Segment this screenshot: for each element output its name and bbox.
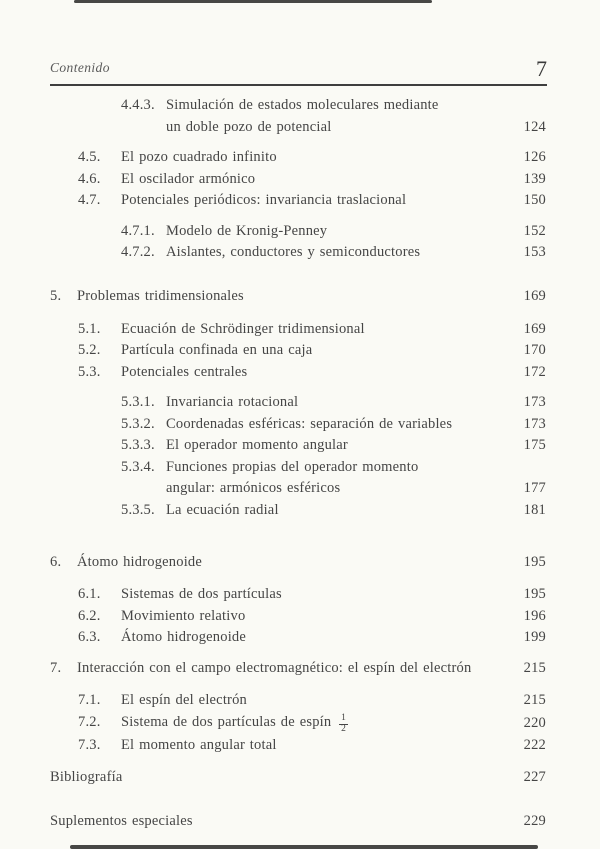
- toc-entry-page: 124: [523, 118, 546, 135]
- toc-entry-title: [77, 658, 524, 680]
- toc-entry: [0, 500, 600, 522]
- toc-entry-number: 4.4.3.: [121, 97, 155, 113]
- toc-entry-page: 229: [523, 813, 546, 830]
- toc-entry-page: 195: [523, 553, 546, 570]
- toc-entry-title-line: Aislantes, conductores y semiconductores: [166, 244, 421, 260]
- toc-entry-page: 173: [523, 415, 546, 432]
- toc-entry: [0, 457, 600, 500]
- toc-entry-number: 4.7.1.: [121, 222, 155, 239]
- toc-entry-number: 4.6.: [78, 170, 101, 187]
- toc-entry-number: 5.3.1.: [121, 394, 155, 410]
- toc-entry-title: [166, 242, 524, 264]
- toc-entry-title: [121, 584, 524, 606]
- toc-entry-page: 215: [523, 692, 546, 708]
- toc-entry-number: 5.2.: [78, 342, 101, 358]
- toc-entry: [0, 95, 600, 138]
- toc-entry-title-line: Suplementos especiales: [50, 813, 193, 830]
- toc-entry-title: [121, 147, 524, 169]
- toc-entry-title: [166, 221, 524, 243]
- toc-entry-title: [121, 627, 524, 649]
- toc-entry-title-line: Ecuación de Schrödinger tridimensional: [121, 320, 365, 337]
- toc-entry-page: 220: [523, 715, 546, 732]
- toc-entry-title-line: un doble pozo de potencial: [166, 118, 332, 135]
- toc-entry-title-line: Átomo hidrogenoide: [77, 553, 203, 570]
- toc-entry-title: [121, 362, 524, 384]
- toc-entry-title: [166, 392, 524, 414]
- toc-entry-title: [50, 767, 524, 789]
- toc-entry-number: 4.7.: [78, 192, 101, 208]
- toc-entry-title: [166, 500, 524, 522]
- toc-entry-number: 5.3.5.: [121, 501, 155, 518]
- toc-entry-title: [50, 811, 524, 833]
- toc-entry-title-line: Movimiento relativo: [121, 607, 246, 624]
- toc-entry-page: 222: [523, 736, 546, 753]
- toc-entry-title-line: angular: armónicos esféricos: [166, 480, 341, 496]
- toc-entry: [0, 169, 600, 191]
- toc-entry-title-line: Coordenadas esféricas: separación de variables: [166, 415, 453, 432]
- toc-entry: [0, 627, 600, 649]
- toc-entry-title: [121, 606, 524, 628]
- toc-entry-number: 5.3.2.: [121, 415, 155, 432]
- toc-entry-number: 5.3.4.: [121, 458, 155, 475]
- toc-entry-title-line: El momento angular total: [121, 736, 277, 753]
- toc-entry: [0, 190, 600, 212]
- toc-entry: [0, 735, 600, 757]
- toc-entry-page: 169: [523, 320, 546, 337]
- toc-entry: [0, 147, 600, 169]
- toc-entry-page: 227: [523, 769, 546, 786]
- toc-entry: [0, 606, 600, 628]
- toc-list: [0, 95, 600, 833]
- toc-entry-title-line: Funciones propias del operador momento: [166, 458, 419, 475]
- toc-entry: [0, 221, 600, 243]
- toc-entry-title: [77, 552, 524, 574]
- toc-entry-title: [121, 690, 524, 712]
- toc-entry-page: 181: [523, 501, 546, 518]
- toc-entry-number: 5.3.: [78, 363, 101, 380]
- toc-entry-title-line: Partícula confinada en una caja: [121, 342, 313, 358]
- toc-entry-title-line: Átomo hidrogenoide: [121, 629, 247, 645]
- toc-entry-title-line: Potenciales centrales: [121, 363, 248, 380]
- toc-entry-page: 126: [523, 149, 546, 165]
- fraction-one-half: $\frac{1}{2}$: [341, 712, 346, 734]
- toc-entry-page: 150: [523, 192, 546, 208]
- toc-entry: [0, 414, 600, 436]
- toc-entry-title: [121, 169, 524, 191]
- toc-entry-page: 170: [523, 342, 546, 358]
- toc-entry: [0, 584, 600, 606]
- toc-entry: [0, 340, 600, 362]
- page-number: 7: [536, 56, 547, 81]
- page-header: [50, 56, 547, 86]
- toc-entry: [0, 319, 600, 341]
- toc-entry: [0, 552, 600, 574]
- toc-entry-title-line: Simulación de estados moleculares mediante: [166, 97, 439, 113]
- toc-entry-title: [166, 414, 524, 436]
- toc-entry-title-line: Potenciales periódicos: invariancia traslacional: [121, 192, 407, 208]
- scan-artifact-top: [74, 0, 432, 3]
- scan-artifact-bottom: [70, 845, 538, 849]
- toc-entry-page: 173: [523, 394, 546, 410]
- toc-entry: [0, 435, 600, 457]
- toc-entry-title: [121, 190, 524, 212]
- toc-entry-page: 139: [523, 170, 546, 187]
- toc-entry-title: [77, 286, 524, 308]
- toc-entry: [0, 362, 600, 384]
- toc-entry-number: 6.2.: [78, 607, 101, 624]
- toc-entry-title-line: Invariancia rotacional: [166, 394, 299, 410]
- toc-entry-number: 7.3.: [78, 736, 101, 753]
- toc-entry-page: 175: [523, 437, 546, 453]
- toc-entry-number: 5.1.: [78, 320, 101, 337]
- toc-entry-page: 169: [523, 288, 546, 304]
- toc-entry-number: 5.3.3.: [121, 437, 155, 453]
- toc-entry: [0, 712, 600, 735]
- toc-entry: [0, 690, 600, 712]
- toc-entry-page: 195: [523, 586, 546, 602]
- toc-entry-page: 199: [523, 629, 546, 645]
- toc-entry-number: 5.: [50, 288, 62, 304]
- toc-entry-title-line: El operador momento angular: [166, 437, 348, 453]
- toc-entry-title-line: El oscilador armónico: [121, 170, 256, 187]
- toc-entry-title: [166, 435, 524, 457]
- toc-entry-page: 177: [523, 480, 546, 496]
- toc-entry-title: [121, 712, 524, 735]
- toc-entry-page: 172: [523, 363, 546, 380]
- toc-entry-number: 6.3.: [78, 629, 101, 645]
- toc-entry-number: 4.7.2.: [121, 244, 155, 260]
- toc-entry-number: 6.: [50, 553, 62, 570]
- toc-entry-title: [166, 95, 524, 138]
- toc-entry-number: 7.2.: [78, 713, 101, 730]
- toc-entry: [0, 658, 600, 680]
- running-title: Contenido: [50, 60, 110, 75]
- toc-entry: [0, 811, 600, 833]
- toc-entry-title-line: El espín del electrón: [121, 692, 247, 708]
- toc-entry: [0, 242, 600, 264]
- toc-entry-title-line: Problemas tridimensionales: [77, 288, 244, 304]
- toc-entry-title-line: Modelo de Kronig-Penney: [166, 222, 328, 239]
- toc-entry-number: 6.1.: [78, 586, 101, 602]
- toc-entry: [0, 286, 600, 308]
- toc-entry-title: [166, 457, 524, 500]
- toc-entry: [0, 392, 600, 414]
- toc-entry-number: 7.: [50, 659, 62, 676]
- toc-entry-page: 215: [523, 659, 546, 676]
- toc-entry: [0, 767, 600, 789]
- toc-entry-page: 153: [523, 244, 546, 260]
- toc-entry-title: [121, 735, 524, 757]
- toc-entry-title-line: Bibliografía: [50, 769, 123, 786]
- toc-entry-title-line: La ecuación radial: [166, 501, 279, 518]
- toc-entry-number: 7.1.: [78, 692, 101, 708]
- toc-entry-number: 4.5.: [78, 149, 101, 165]
- toc-entry-page: 196: [523, 607, 546, 624]
- toc-entry-title: [121, 319, 524, 341]
- toc-entry-page: 152: [523, 222, 546, 239]
- toc-entry-title: [121, 340, 524, 362]
- toc-entry-title-line: El pozo cuadrado infinito: [121, 149, 277, 165]
- toc-entry-title-line: Interacción con el campo electromagnético: el espín del electrón: [77, 659, 472, 676]
- toc-entry-title-line: Sistemas de dos partículas: [121, 586, 282, 602]
- toc-entry-title-line: Sistema de dos partículas de espín $\frac{1}{2}$: [121, 712, 346, 734]
